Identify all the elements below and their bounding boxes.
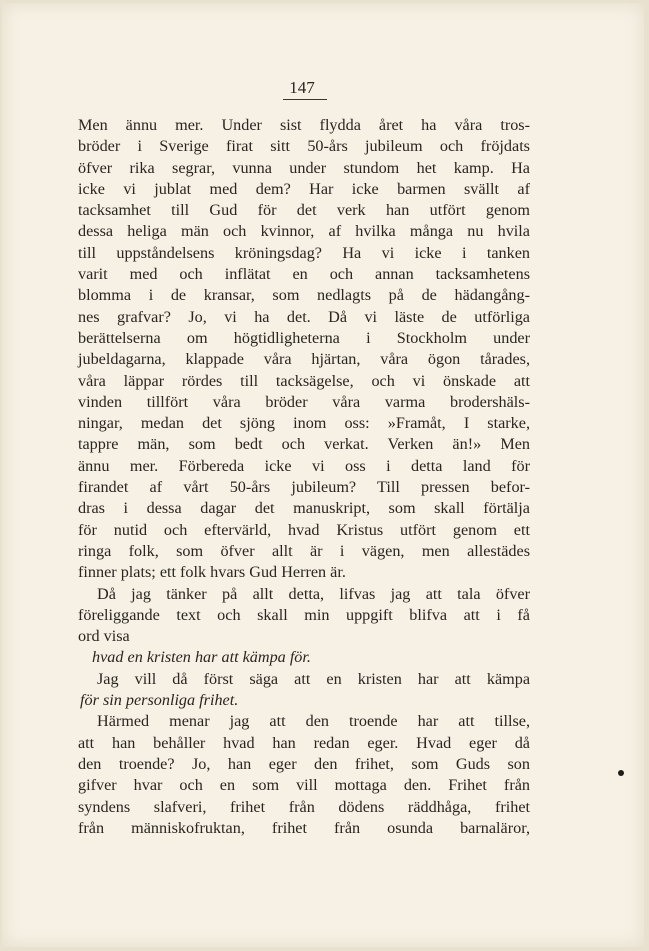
text-line: ringa folk, som öfver allt är i vägen, men allestädes: [78, 541, 530, 560]
page-number-rule: [283, 99, 327, 100]
text-line: för nutid och eftervärld, hvad Kristus utfört genom ett: [78, 520, 530, 539]
text-line: ningar, medan det sjöng inom oss: »Framåt, I starke,: [78, 414, 530, 433]
text-line: berättelserna om högtidligheterna i Stockholm under: [78, 328, 530, 347]
text-line: ord visa: [78, 627, 130, 646]
body-text: [78, 115, 530, 839]
text-line: gifver hvar och en som vill mottaga den. Frihet från: [78, 776, 530, 795]
text-line: syndens slafveri, frihet från dödens räddhåga, frihet: [78, 797, 530, 816]
text-line: dessa heliga män och kvinnor, af hvilka många nu hvila: [78, 222, 530, 241]
text-line: icke vi jublat med dem? Har icke barmen svällt af: [78, 179, 530, 198]
text-line: den troende? Jo, han eger den frihet, som Guds son: [78, 754, 530, 773]
text-line: föreliggande text och skall min uppgift blifva att i få: [78, 605, 530, 624]
paragraph-start-line: Jag vill då först säga att en kristen har att kämpa: [97, 669, 530, 688]
page-number: 147: [289, 78, 315, 97]
text-line: från människofruktan, frihet från osunda barnaläror,: [78, 818, 530, 837]
text-line: Men ännu mer. Under sist flydda året ha våra tros-: [78, 116, 530, 134]
text-line: våra läppar rördes till tacksägelse, och vi önskade att: [78, 371, 530, 390]
italic-subheading-line: för sin personliga frihet.: [80, 691, 239, 710]
text-line: varit med och inflätat en och annan tacksamhetens: [78, 265, 530, 284]
text-line: tacksamhet till Gud för det verk han utfört genom: [78, 201, 530, 220]
text-line: jubeldagarna, klappade våra hjärtan, våra ögon tårades,: [78, 350, 530, 369]
text-line: tappre män, som bedt och verkat. Verken än!» Men: [78, 435, 530, 454]
text-line: blomma i de kransar, som nedlagts på de hädangång-: [78, 286, 530, 305]
text-line: dras i dessa dagar det manuskript, som skall förtälja: [78, 499, 530, 518]
paragraph-start-line: Då jag tänker på allt detta, lifvas jag att tala öfver: [97, 584, 530, 603]
text-line: bröder i Sverige firat sitt 50-års jubileum och fröjdats: [78, 137, 530, 156]
italic-heading-line: hvad en kristen har att kämpa för.: [92, 648, 311, 667]
text-line: ännu mer. Förbereda icke vi oss i detta land för: [78, 456, 530, 475]
text-line: att han behåller hvad han redan eger. Hvad eger då: [78, 733, 530, 752]
text-line: till uppståndelsens kröningsdag? Ha vi icke i tanken: [78, 243, 530, 262]
text-line: vinden tillfört våra bröder våra varma brodershäls-: [78, 392, 530, 411]
text-line: nes grafvar? Jo, vi ha det. Då vi läste de utförliga: [78, 307, 530, 326]
text-line: firandet af vårt 50-års jubileum? Till pressen befor-: [78, 478, 530, 497]
text-line: finner plats; ett folk hvars Gud Herren är.: [78, 563, 346, 582]
paragraph-start-line: Härmed menar jag att den troende har att tillse,: [97, 712, 530, 731]
text-line: öfver rika segrar, vunna under stundom het kamp. Ha: [78, 158, 530, 177]
margin-dot-mark: [618, 770, 624, 776]
